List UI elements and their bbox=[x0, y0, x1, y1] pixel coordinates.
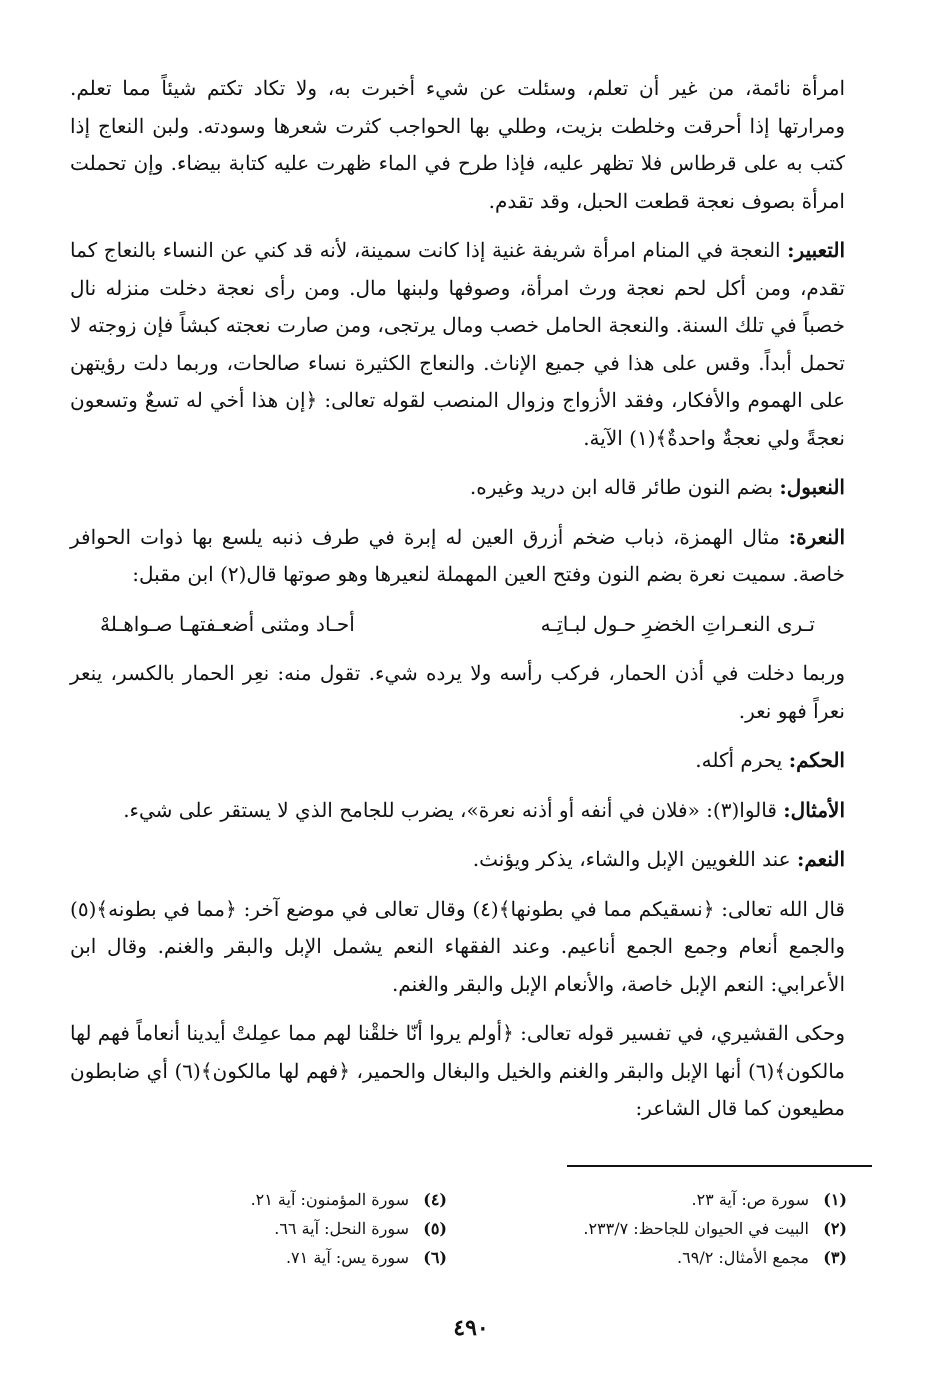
paragraph-text: قال الله تعالى: ﴿نسقيكم مما في بطونها﴾(٤) وقال تعالى في موضع آخر: ﴿مما في بطونه﴾(٥) والجمع أنعام وجمع الجمع أناعيم. وعند الفقهاء النعم يشمل الإبل والبقر والغنم. وقال ابن الأعرابي: النعم الإبل خاصة، والأنعام الإبل والبقر والغنم. bbox=[70, 896, 845, 996]
entry-heading: النعرة: bbox=[788, 524, 845, 549]
paragraph bbox=[70, 655, 845, 730]
page-body bbox=[70, 70, 845, 1140]
paragraph-text: امرأة نائمة، من غير أن تعلم، وسئلت عن شيء أخبرت به، ولا تكاد تكتم شيئاً مما تعلم. ومرارتها إذا أحرقت وخلطت بزيت، وطلي بها الحواجب كثرت شعرها وسودته. ولبن النعاج إذا كتب به على قرطاس فلا تظهر عليه، فإذا طرح في الماء ظهرت عليه كتابة بيضاء. وإن تحملت امرأة بصوف نعجة قطعت الحبل، وقد تقدم. bbox=[70, 76, 845, 213]
entry-heading: النعبول: bbox=[779, 475, 845, 499]
paragraph bbox=[70, 232, 845, 457]
paragraph bbox=[70, 519, 845, 594]
paragraph bbox=[70, 1015, 845, 1128]
paragraph-text: عند اللغويين الإبل والشاء، يذكر ويؤنث. bbox=[472, 847, 797, 871]
paragraph bbox=[70, 70, 845, 220]
footnote-divider bbox=[567, 1165, 872, 1167]
paragraph bbox=[70, 792, 845, 830]
verse-second-hemistich: أحـاد ومثنى أضعـفتهـا صـواهـلهْ bbox=[100, 611, 355, 636]
paragraph-text: وربما دخلت في أذن الحمار، فركب رأسه ولا يرده شيء. تقول منه: نعِر الحمار بالكسر، ينعر نعراً فهو نعر. bbox=[70, 661, 845, 723]
paragraph-text: يحرم أكله. bbox=[695, 748, 789, 772]
footnote-text: مجمع الأمثال: ٦٩/٢. bbox=[677, 1248, 809, 1267]
footnote-text: سورة النحل: آية ٦٦. bbox=[274, 1219, 409, 1238]
entry-heading: النعم: bbox=[796, 847, 845, 871]
paragraph-text: مثال الهمزة، ذباب ضخم أزرق العين له إبرة في طرف ذنبه يلسع بها ذوات الحوافر خاصة. سميت نعرة بضم النون وفتح العين المهملة لنعيرها وهو صوتها قال(٢) ابن مقبل: bbox=[70, 524, 845, 586]
paragraph bbox=[70, 469, 845, 507]
footnote-number: (٣) bbox=[823, 1248, 847, 1267]
footnote bbox=[147, 1245, 447, 1270]
footnote bbox=[447, 1245, 847, 1270]
footnote-number: (١) bbox=[823, 1190, 847, 1209]
footnote-text: سورة يس: آية ٧١. bbox=[285, 1248, 409, 1267]
footnote-number: (٤) bbox=[423, 1190, 447, 1209]
paragraph-text: النعجة في المنام امرأة شريفة غنية إذا كانت سمينة، لأنه قد كني عن النساء بالنعاج كما تقدم، ومن أكل لحم نعجة ورث امرأة، وصوفها ولبنها مال. ومن رأى نعجة دخلت منزله نال خصباً في تلك السنة. والنعجة الحامل خصب ومال يرتجى، ومن صارت نعجته كبشاً فإن زوجته لا تحمل أبداً. وقس على هذا في جميع الإناث. والنعاج الكثيرة نساء صالحات، وربما دلت رؤيتهن على الهموم والأفكار، وفقد الأزواج وزوال المنصب لقوله تعالى: ﴿إن هذا أخي له تسعٌ وتسعون نعجةً ولي نعجةٌ واحدةٌ﴾(١) الآية. bbox=[70, 238, 845, 450]
verse-first-hemistich: تـرى النعـراتِ الخضرِ حـول لبـاتِـه bbox=[540, 611, 815, 636]
footnote-text: سورة ص: آية ٢٣. bbox=[691, 1190, 809, 1209]
entry-heading: الأمثال: bbox=[783, 797, 845, 822]
footnote bbox=[147, 1216, 447, 1241]
footnote-text: البيت في الحيوان للجاحظ: ٢٣٣/٧. bbox=[583, 1219, 809, 1238]
footnotes bbox=[147, 1187, 847, 1270]
footnote bbox=[147, 1187, 447, 1212]
footnote-number: (٦) bbox=[423, 1248, 447, 1267]
paragraph bbox=[70, 742, 845, 780]
paragraph bbox=[70, 841, 845, 879]
paragraph bbox=[70, 891, 845, 1004]
footnote-number: (٢) bbox=[823, 1219, 847, 1238]
paragraph-text: وحكى القشيري، في تفسير قوله تعالى: ﴿أولم يروا أنّا خلقْنا لهم مما عمِلتْ أيدينا أنعاماً فهم لها مالكون﴾(٦) أنها الإبل والبقر والغنم والخيل والبغال والحمير، ﴿فهم لها مالكون﴾(٦) أي ضابطون مطيعون كما قال الشاعر: bbox=[70, 1021, 846, 1120]
footnote bbox=[447, 1187, 847, 1212]
paragraph-text: قالوا(٣): «فلان في أنفه أو أذنه نعرة»، يضرب للجامح الذي لا يستقر على شيء. bbox=[123, 797, 784, 822]
page-number: ٤٩٠ bbox=[453, 1315, 489, 1341]
footnote bbox=[447, 1216, 847, 1241]
paragraph-text: بضم النون طائر قاله ابن دريد وغيره. bbox=[469, 475, 780, 499]
entry-heading: الحكم: bbox=[788, 748, 845, 772]
poetry-verse bbox=[100, 606, 815, 644]
footnote-number: (٥) bbox=[423, 1219, 447, 1238]
footnote-text: سورة المؤمنون: آية ٢١. bbox=[250, 1190, 409, 1209]
entry-heading: التعبير: bbox=[787, 238, 845, 262]
